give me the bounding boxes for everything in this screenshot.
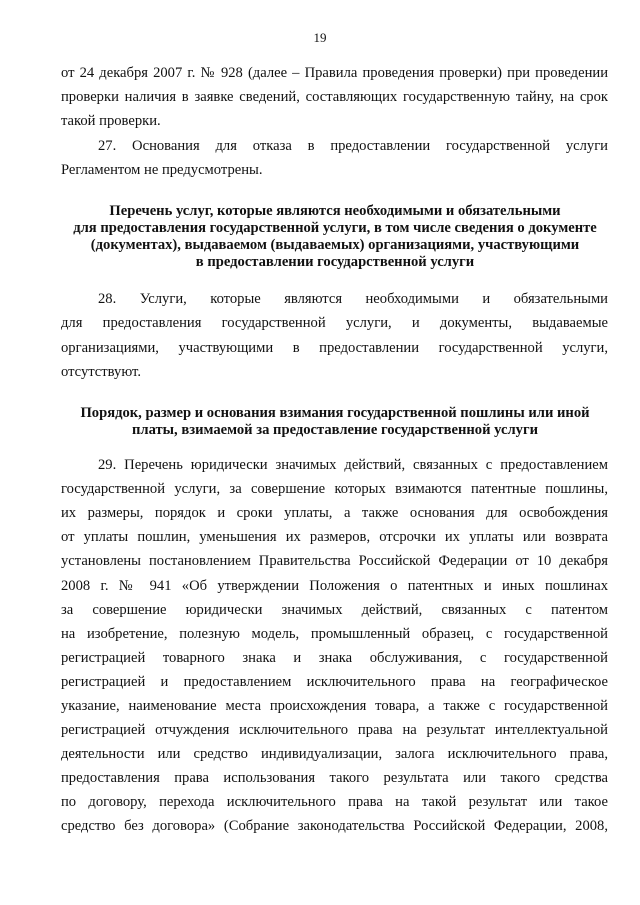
- text-line: 28. Услуги, которые являются необходимыми и обязательными: [98, 291, 608, 307]
- text-line: государственной услуги, за совершение которых взимаются патентные пошлины,: [61, 481, 608, 497]
- text-line: Регламентом не предусмотрены.: [61, 162, 263, 178]
- text-line: установлены постановлением Правительства Российской Федерации от 10 декабря: [61, 553, 608, 569]
- heading-line: в предоставлении государственной услуги: [195, 254, 475, 270]
- text-line: по договору, перехода исключительного права на такой результат или такое: [61, 794, 608, 810]
- text-line: от 24 декабря 2007 г. № 928 (далее – Правила проведения проверки) при проведении: [61, 65, 608, 81]
- heading-line: Порядок, размер и основания взимания государственной пошлины или иной: [80, 405, 590, 421]
- text-line: организациями, участвующими в предоставлении государственной услуги,: [61, 340, 608, 356]
- text-line: на изобретение, полезную модель, промышленный образец, с государственной: [61, 626, 608, 642]
- text-line: от уплаты пошлин, уменьшения их размеров, отсрочки их уплаты или возврата: [61, 529, 608, 545]
- text-line: регистрацией отчуждения исключительного права на результат интеллектуальной: [61, 722, 608, 738]
- heading-line: для предоставления государственной услуги, в том числе сведения о документе: [73, 220, 597, 236]
- text-line: деятельности или средство индивидуализации, залога исключительного права,: [61, 746, 608, 762]
- text-line: регистрацией товарного знака и знака обслуживания, с государственной: [61, 650, 608, 666]
- text-line: указание, наименование места происхождения товара, а также с государственной: [61, 698, 608, 714]
- text-line: 27. Основания для отказа в предоставлении государственной услуги: [98, 138, 608, 154]
- page-number: 19: [313, 30, 327, 45]
- heading-line: платы, взимаемой за предоставление государственной услуги: [131, 422, 538, 438]
- heading-line: Перечень услуг, которые являются необходимыми и обязательными: [109, 203, 561, 219]
- text-line: предоставления права использования такого результата или такого средства: [61, 770, 608, 786]
- text-line: проверки наличия в заявке сведений, составляющих государственную тайну, на срок: [61, 89, 608, 105]
- text-line: отсутствуют.: [61, 364, 141, 380]
- text-line: регистрацией и предоставлением исключительного права на географическое: [61, 674, 608, 690]
- text-line: для предоставления государственной услуги, и документы, выдаваемые: [61, 315, 608, 331]
- text-line: средство без договора» (Собрание законодательства Российской Федерации, 2008,: [61, 818, 608, 834]
- text-line: за совершение юридически значимых действий, связанных с патентом: [61, 602, 608, 618]
- text-line: их размеры, порядок и сроки уплаты, а также основания для освобождения: [61, 505, 608, 521]
- text-line: 2008 г. № 941 «Об утверждении Положения о патентных и иных пошлинах: [61, 578, 608, 594]
- text-line: 29. Перечень юридически значимых действий, связанных с предоставлением: [98, 457, 608, 473]
- heading-line: (документах), выдаваемом (выдаваемых) организациями, участвующими: [90, 237, 580, 253]
- text-line: такой проверки.: [61, 113, 161, 129]
